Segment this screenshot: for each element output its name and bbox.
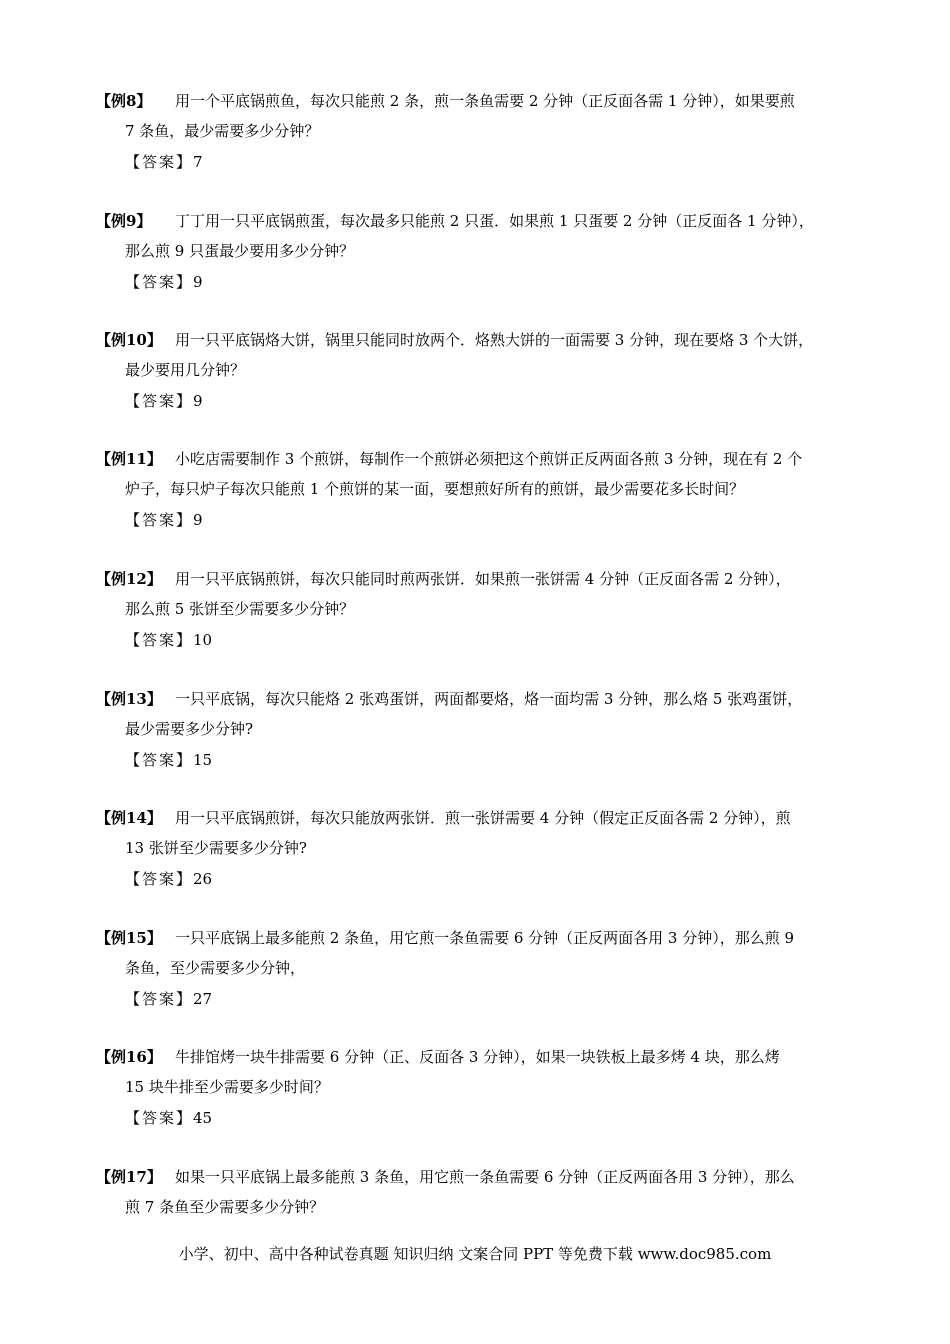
problem-text-line1: 用一只平底锅煎饼，每次只能放两张饼．煎一张饼需要 4 分钟（假定正反面各需 2 分钟），煎	[175, 809, 791, 827]
answer-label: 【答案】	[125, 631, 194, 649]
answer	[96, 864, 871, 894]
answer	[96, 1103, 871, 1133]
answer-value: 26	[193, 870, 213, 888]
answer-value: 9	[193, 511, 203, 529]
problem-label: 【例9】	[96, 212, 152, 230]
answer-value: 15	[193, 751, 213, 769]
problem-text-line1: 用一只平底锅烙大饼，锅里只能同时放两个．烙熟大饼的一面需要 3 分钟，现在要烙 3 个大饼，	[175, 331, 814, 349]
answer	[96, 505, 871, 535]
answer-value: 45	[193, 1109, 213, 1127]
answer	[96, 147, 871, 177]
problem-example-10	[96, 325, 871, 416]
problem-text-line1: 牛排馆烤一块牛排需要 6 分钟（正、反面各 3 分钟），如果一块铁板上最多烤 4 块，那么烤	[175, 1048, 780, 1066]
problem-example-17	[96, 1162, 871, 1222]
problem-text-line1: 丁丁用一只平底锅煎蛋，每次最多只能煎 2 只蛋．如果煎 1 只蛋要 2 分钟（正反面各 1 分钟），	[175, 212, 814, 230]
page-footer: 小学、初中、高中各种试卷真题 知识归纳 文案合同 PPT 等免费下载 www.doc985.com	[178, 1245, 772, 1263]
problem-example-14	[96, 803, 871, 894]
problem-text-line1: 用一个平底锅煎鱼，每次只能煎 2 条，煎一条鱼需要 2 分钟（正反面各需 1 分钟），如果要煎	[175, 92, 795, 110]
problem-text-line2: 13 张饼至少需要多少分钟?	[125, 839, 307, 857]
answer-label: 【答案】	[125, 153, 194, 171]
problem-text-line2: 炉子，每只炉子每次只能煎 1 个煎饼的某一面，要想煎好所有的煎饼，最少需要花多长时间？	[125, 480, 745, 498]
problem-text-line2: 那么煎 9 只蛋最少要用多少分钟？	[125, 242, 355, 260]
problem-text-line1: 用一只平底锅煎饼，每次只能同时煎两张饼．如果煎一张饼需 4 分钟（正反面各需 2 分钟），	[175, 570, 791, 588]
answer	[96, 386, 871, 416]
answer-label: 【答案】	[125, 870, 194, 888]
problem-label: 【例11】	[96, 450, 162, 468]
problem-label: 【例10】	[96, 331, 162, 349]
answer-value: 27	[193, 990, 213, 1008]
problem-label: 【例13】	[96, 690, 162, 708]
problem-text-line1: 小吃店需要制作 3 个煎饼，每制作一个煎饼必须把这个煎饼正反两面各煎 3 分钟，现在有 2 个	[175, 450, 803, 468]
problem-label: 【例8】	[96, 92, 152, 110]
answer-label: 【答案】	[125, 511, 194, 529]
problem-text-line2: 15 块牛排至少需要多少时间？	[125, 1078, 329, 1096]
problem-example-9	[96, 206, 871, 297]
answer-label: 【答案】	[125, 273, 194, 291]
problem-text-line2: 那么煎 5 张饼至少需要多少分钟？	[125, 600, 355, 618]
problem-example-13	[96, 684, 871, 775]
problem-label: 【例17】	[96, 1168, 162, 1186]
answer	[96, 625, 871, 655]
answer-value: 10	[193, 631, 213, 649]
problem-text-line1: 一只平底锅上最多能煎 2 条鱼，用它煎一条鱼需要 6 分钟（正反两面各用 3 分钟），那么煎 9	[175, 929, 795, 947]
answer-label: 【答案】	[125, 990, 194, 1008]
problem-label: 【例14】	[96, 809, 162, 827]
problem-text-line2: 7 条鱼，最少需要多少分钟？	[125, 122, 320, 140]
answer-value: 9	[193, 273, 203, 291]
problem-label: 【例15】	[96, 929, 162, 947]
problem-text-line1: 一只平底锅，每次只能烙 2 张鸡蛋饼，两面都要烙，烙一面均需 3 分钟，那么烙 5 张鸡蛋饼，	[175, 690, 803, 708]
problem-label: 【例16】	[96, 1048, 162, 1066]
answer-value: 7	[193, 153, 203, 171]
answer-label: 【答案】	[125, 751, 194, 769]
problem-example-8	[96, 86, 871, 177]
problem-text-line1: 如果一只平底锅上最多能煎 3 条鱼，用它煎一条鱼需要 6 分钟（正反两面各用 3 分钟），那么	[175, 1168, 795, 1186]
problem-example-15	[96, 923, 871, 1014]
answer-label: 【答案】	[125, 392, 194, 410]
answer	[96, 745, 871, 775]
problem-label: 【例12】	[96, 570, 162, 588]
problem-text-line2: 条鱼，至少需要多少分钟，	[125, 959, 306, 977]
problem-example-11	[96, 444, 871, 535]
answer-label: 【答案】	[125, 1109, 194, 1127]
problem-example-12	[96, 564, 871, 655]
answer-value: 9	[193, 392, 203, 410]
answer	[96, 267, 871, 297]
answer	[96, 984, 871, 1014]
problem-example-16	[96, 1042, 871, 1133]
problem-text-line2: 最少要用几分钟？	[125, 361, 246, 379]
problem-text-line2: 最少需要多少分钟?	[125, 720, 254, 738]
problem-text-line2: 煎 7 条鱼至少需要多少分钟？	[125, 1198, 325, 1216]
